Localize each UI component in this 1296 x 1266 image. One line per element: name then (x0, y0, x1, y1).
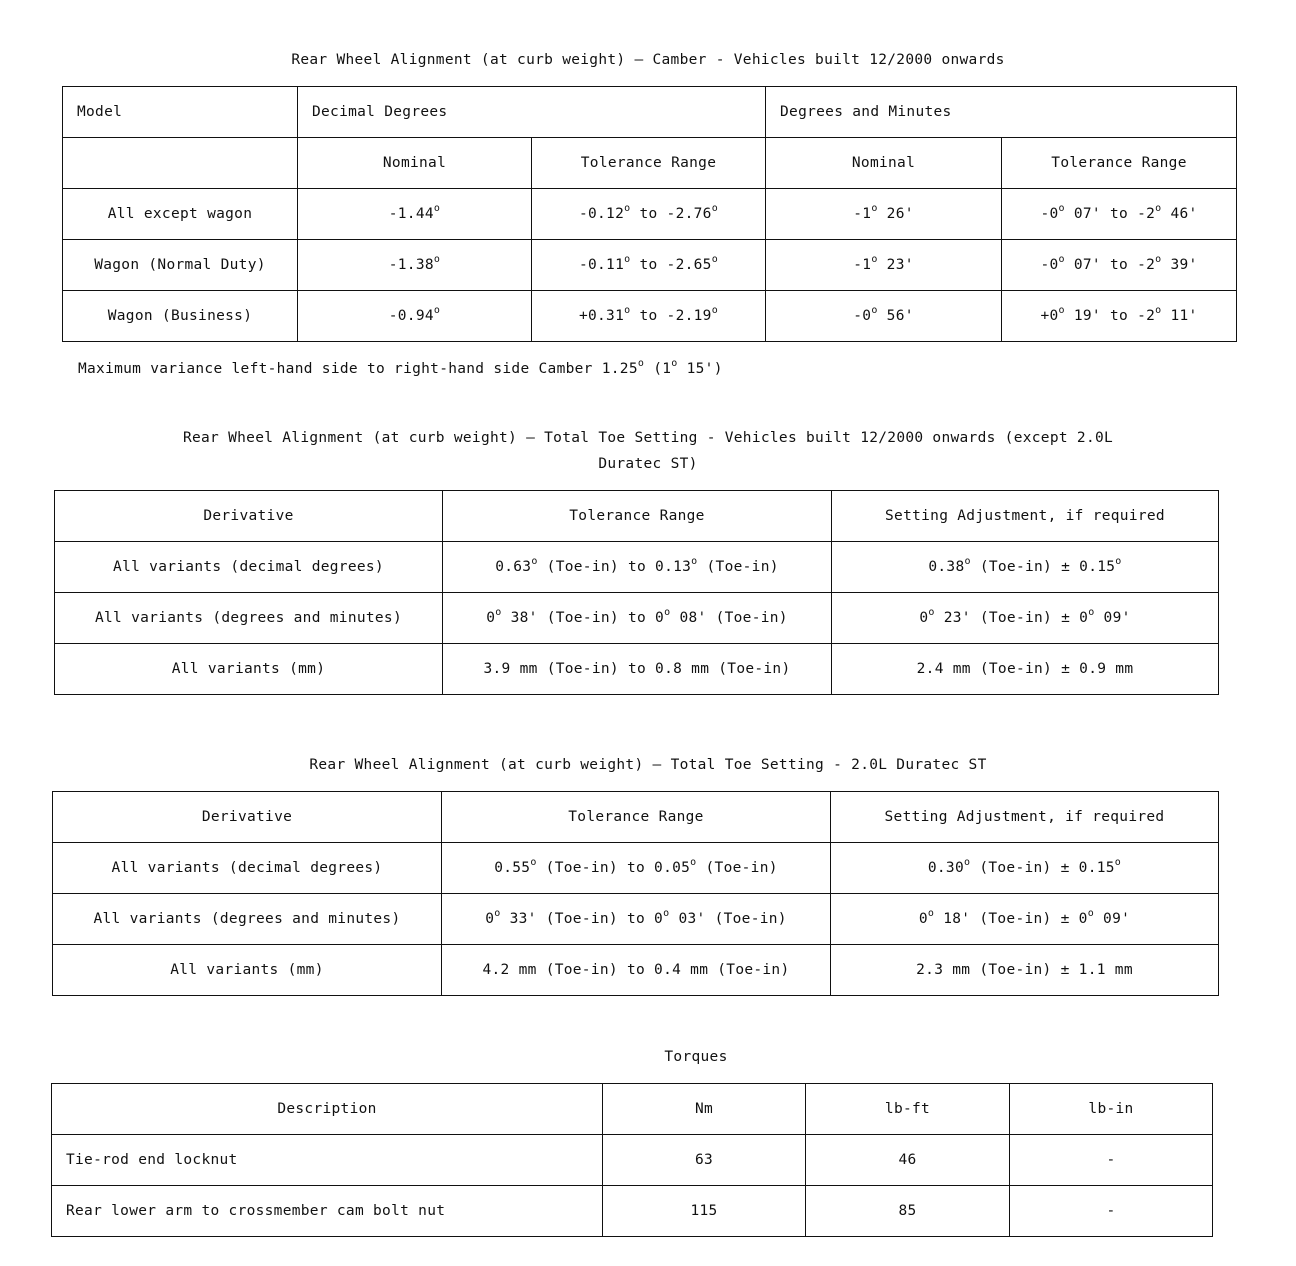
camber-header-row (63, 87, 1237, 138)
derivative-cell: All variants (degrees and minutes) (53, 894, 442, 945)
description-cell: Rear lower arm to crossmember cam bolt nut (52, 1186, 603, 1237)
nm-cell: 63 (603, 1135, 806, 1186)
header-setting-adjustment: Setting Adjustment, if required (831, 792, 1219, 843)
header-tolerance-range: Tolerance Range (442, 792, 831, 843)
header-derivative: Derivative (55, 491, 443, 542)
header-dm-tolerance: Tolerance Range (1002, 138, 1237, 189)
lbft-cell: 85 (806, 1186, 1010, 1237)
derivative-cell: All variants (decimal degrees) (55, 542, 443, 593)
setting-cell: 0$^o$ 23' $(Toe-in) \pm 0^o$ 09' (832, 593, 1219, 644)
table-row (63, 240, 1237, 291)
dm-nominal-cell: -1$^o$ 26' (766, 189, 1002, 240)
model-cell: Wagon (Business) (63, 291, 298, 342)
table-row (55, 593, 1219, 644)
setting-cell: 0.38$^o$ $(Toe-in) \pm 0.15^o$ (832, 542, 1219, 593)
header-model: Model (63, 87, 298, 138)
tolerance-cell: 3.9 mm (Toe-in) to 0.8 mm (Toe-in) (443, 644, 832, 695)
derivative-cell: All variants (degrees and minutes) (55, 593, 443, 644)
toe-st-header-row (53, 792, 1219, 843)
dec-tolerance-cell: -0.12$^o$ to -2.76$^o$ (532, 189, 766, 240)
camber-title: Rear Wheel Alignment (at curb weight) — Camber - Vehicles built 12/2000 onwards (291, 52, 1005, 68)
camber-subheader-row (63, 138, 1237, 189)
camber-variance-note: Maximum variance left-hand side to right-hand side Camber 1.25$^o$ (1$^o$ 15') (78, 358, 723, 377)
dec-nominal-cell: -1.38$^o$ (298, 240, 532, 291)
lbin-cell: - (1010, 1186, 1213, 1237)
header-lbin: lb-in (1010, 1084, 1213, 1135)
table-row (53, 894, 1219, 945)
toe-st-table (52, 791, 1219, 996)
lbft-cell: 46 (806, 1135, 1010, 1186)
header-dec-tolerance: Tolerance Range (532, 138, 766, 189)
nm-cell: 115 (603, 1186, 806, 1237)
derivative-cell: All variants (decimal degrees) (53, 843, 442, 894)
table-row (55, 542, 1219, 593)
header-derivative: Derivative (53, 792, 442, 843)
dm-tolerance-cell: $+0^o$ 19' to -2$^o$ 11' (1002, 291, 1237, 342)
dm-tolerance-cell: -0$^o$ 07' to -2$^o$ 46' (1002, 189, 1237, 240)
header-decimal-degrees: Decimal Degrees (298, 87, 766, 138)
table-row (63, 189, 1237, 240)
tolerance-cell: 4.2 mm (Toe-in) to 0.4 mm (Toe-in) (442, 945, 831, 996)
model-cell: All except wagon (63, 189, 298, 240)
header-dec-nominal: Nominal (298, 138, 532, 189)
dec-tolerance-cell: $+0.31^o$ to -2.19$^o$ (532, 291, 766, 342)
lbin-cell: - (1010, 1135, 1213, 1186)
tolerance-cell: 0.63$^o$ (Toe-in) to 0.13$^o$ (Toe-in) (443, 542, 832, 593)
toe-general-title-line2: Duratec ST) (598, 456, 698, 472)
header-blank (63, 138, 298, 189)
description-cell: Tie-rod end locknut (52, 1135, 603, 1186)
toe-general-title-line1: Rear Wheel Alignment (at curb weight) — Total Toe Setting - Vehicles built 12/2000 onwards (except 2.0L (182, 430, 1114, 446)
header-degrees-minutes: Degrees and Minutes (766, 87, 1237, 138)
tolerance-cell: 0$^o$ 33' (Toe-in) to 0$^o$ 03' (Toe-in) (442, 894, 831, 945)
dm-nominal-cell: -1$^o$ 23' (766, 240, 1002, 291)
model-cell: Wagon (Normal Duty) (63, 240, 298, 291)
derivative-cell: All variants (mm) (53, 945, 442, 996)
derivative-cell: All variants (mm) (55, 644, 443, 695)
header-lbft: lb-ft (806, 1084, 1010, 1135)
toe-general-header-row (55, 491, 1219, 542)
header-dm-nominal: Nominal (766, 138, 1002, 189)
dec-nominal-cell: -1.44$^o$ (298, 189, 532, 240)
table-row (55, 644, 1219, 695)
header-setting-adjustment: Setting Adjustment, if required (832, 491, 1219, 542)
toe-general-table (54, 490, 1219, 695)
torques-title: Torques (664, 1049, 728, 1065)
setting-cell: 0$^o$ 18' $(Toe-in) \pm 0^o$ 09' (831, 894, 1219, 945)
torques-header-row (52, 1084, 1213, 1135)
toe-st-title: Rear Wheel Alignment (at curb weight) — Total Toe Setting - 2.0L Duratec ST (309, 757, 987, 773)
table-row (63, 291, 1237, 342)
setting-cell: 2.3 mm (Toe-in) ± 1.1 mm (831, 945, 1219, 996)
setting-cell: 2.4 mm (Toe-in) ± 0.9 mm (832, 644, 1219, 695)
table-row (52, 1186, 1213, 1237)
header-description: Description (52, 1084, 603, 1135)
table-row (53, 945, 1219, 996)
tolerance-cell: 0$^o$ 38' (Toe-in) to 0$^o$ 08' (Toe-in) (443, 593, 832, 644)
camber-table (62, 86, 1237, 342)
dec-tolerance-cell: -0.11$^o$ to -2.65$^o$ (532, 240, 766, 291)
table-row (53, 843, 1219, 894)
header-tolerance-range: Tolerance Range (443, 491, 832, 542)
dm-nominal-cell: -0$^o$ 56' (766, 291, 1002, 342)
table-row (52, 1135, 1213, 1186)
dm-tolerance-cell: -0$^o$ 07' to -2$^o$ 39' (1002, 240, 1237, 291)
dec-nominal-cell: -0.94$^o$ (298, 291, 532, 342)
torques-table (51, 1083, 1213, 1237)
tolerance-cell: 0.55$^o$ (Toe-in) to 0.05$^o$ (Toe-in) (442, 843, 831, 894)
header-nm: Nm (603, 1084, 806, 1135)
setting-cell: 0.30$^o$ $(Toe-in) \pm 0.15^o$ (831, 843, 1219, 894)
